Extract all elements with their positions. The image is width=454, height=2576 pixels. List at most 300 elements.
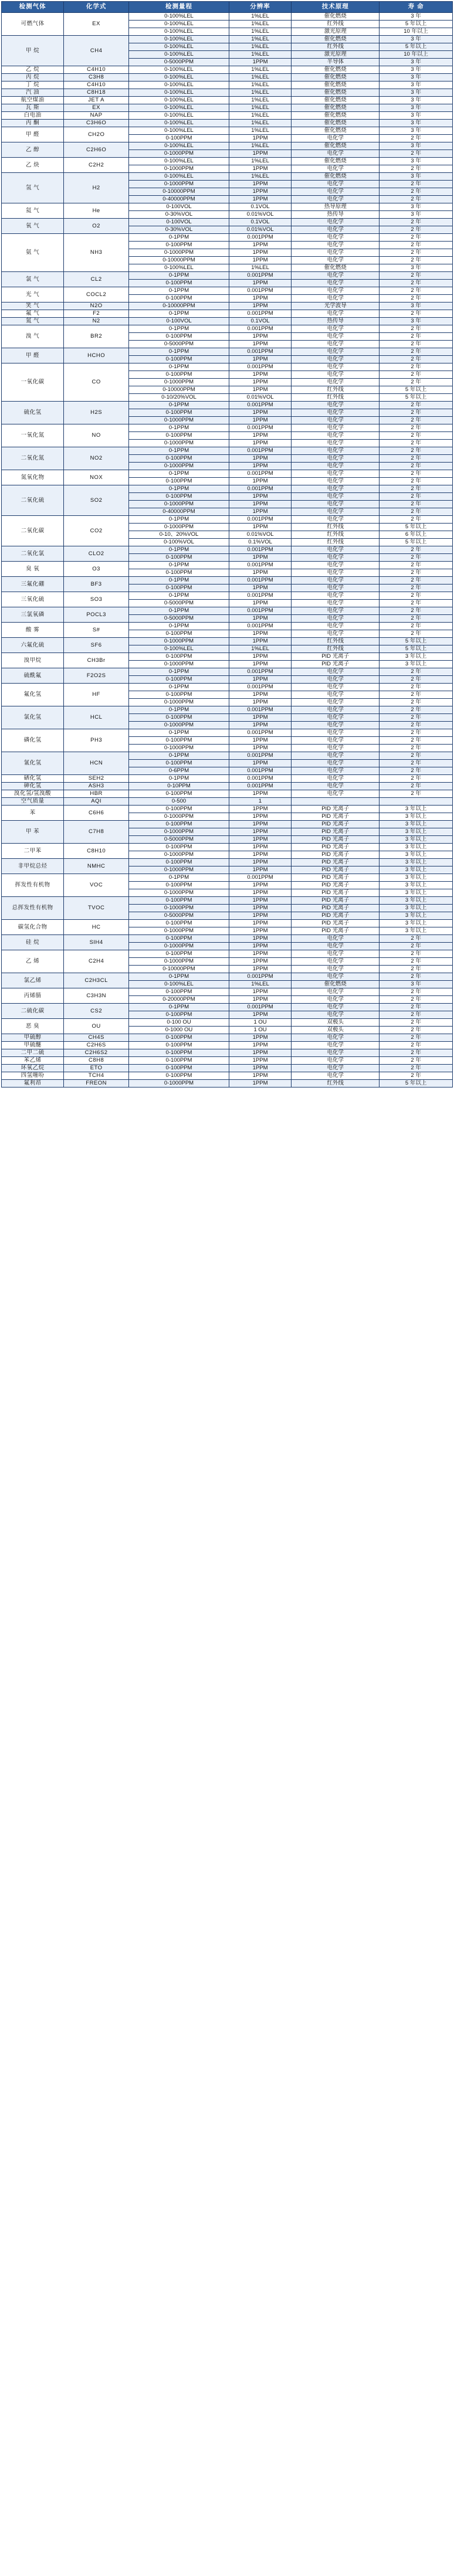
cell-gas-formula: C2H4 <box>64 950 129 973</box>
cell-technology: 催化燃烧 <box>292 74 380 81</box>
cell-technology: 光学波导 <box>292 303 380 310</box>
cell-gas-formula: CH2O <box>64 127 129 142</box>
cell-gas-name: 总挥发性有机物 <box>2 897 64 920</box>
cell-gas-name: 二甲二硫 <box>2 1049 64 1057</box>
cell-range: 0-1PPM <box>129 287 229 295</box>
cell-range: 0-5000PPM <box>129 600 229 607</box>
cell-gas-formula: CH4 <box>64 36 129 66</box>
table-row <box>2 158 453 165</box>
cell-life: 2 年 <box>380 272 453 280</box>
cell-resolution: 1PPM <box>229 386 291 394</box>
cell-technology: 电化学 <box>292 607 380 615</box>
cell-range: 0-100PPM <box>129 554 229 562</box>
cell-life: 6 年以上 <box>380 531 453 539</box>
cell-resolution: 1PPM <box>229 745 291 752</box>
cell-technology: 电化学 <box>292 1049 380 1057</box>
cell-technology: 热传导 <box>292 211 380 219</box>
cell-gas-name: 汽 油 <box>2 89 64 97</box>
cell-life: 3 年以上 <box>380 905 453 912</box>
cell-resolution: 0.01%VOL <box>229 531 291 539</box>
cell-range: 0-1PPM <box>129 363 229 371</box>
cell-life: 5 年以上 <box>380 21 453 28</box>
cell-life: 3 年 <box>380 318 453 325</box>
cell-technology: 催化燃烧 <box>292 104 380 112</box>
cell-resolution: 1PPM <box>229 196 291 203</box>
cell-range: 0-100%VOL <box>129 539 229 546</box>
cell-technology: 电化学 <box>292 280 380 287</box>
cell-range: 0-1PPM <box>129 775 229 783</box>
cell-range: 0-100%LEL <box>129 74 229 81</box>
cell-resolution: 1PPM <box>229 699 291 706</box>
cell-range: 0-100PPM <box>129 821 229 828</box>
cell-technology: 红外线 <box>292 394 380 402</box>
cell-technology: 电化学 <box>292 371 380 379</box>
cell-life: 2 年 <box>380 257 453 264</box>
cell-range: 0-100PPM <box>129 653 229 661</box>
cell-technology: 热传导 <box>292 318 380 325</box>
cell-range: 0-100PPM <box>129 584 229 592</box>
cell-gas-formula: F2O2S <box>64 668 129 684</box>
cell-range: 0-1000PPM <box>129 249 229 257</box>
cell-technology: 电化学 <box>292 592 380 600</box>
cell-technology: 电化学 <box>292 424 380 432</box>
cell-life: 2 年 <box>380 996 453 1004</box>
cell-range: 0-100%LEL <box>129 112 229 120</box>
cell-resolution: 1PPM <box>229 440 291 447</box>
cell-resolution: 1PPM <box>229 508 291 516</box>
cell-life: 2 年 <box>380 1057 453 1065</box>
cell-range: 0-100%LEL <box>129 66 229 74</box>
cell-life: 2 年 <box>380 485 453 493</box>
cell-range: 0-100%LEL <box>129 142 229 150</box>
cell-range: 0-100PPM <box>129 295 229 303</box>
cell-life: 2 年 <box>380 150 453 158</box>
cell-life: 2 年 <box>380 295 453 303</box>
cell-resolution: 1%LEL <box>229 112 291 120</box>
cell-gas-formula: HCN <box>64 752 129 775</box>
cell-technology: 电化学 <box>292 470 380 478</box>
cell-resolution: 1%LEL <box>229 13 291 21</box>
cell-resolution: 1 OU <box>229 1027 291 1034</box>
cell-range: 0-5000PPM <box>129 341 229 348</box>
cell-gas-formula: SEH2 <box>64 775 129 783</box>
cell-life: 3 年以上 <box>380 836 453 844</box>
cell-life: 2 年 <box>380 325 453 333</box>
cell-range: 0-100PPM <box>129 135 229 142</box>
cell-life: 2 年 <box>380 973 453 981</box>
cell-technology: 电化学 <box>292 1011 380 1019</box>
cell-resolution: 1PPM <box>229 463 291 470</box>
cell-technology: 电化学 <box>292 630 380 638</box>
cell-gas-formula: C2H6O <box>64 142 129 158</box>
cell-life: 2 年 <box>380 249 453 257</box>
cell-gas-formula: C8H18 <box>64 89 129 97</box>
cell-gas-formula: BF3 <box>64 577 129 592</box>
cell-technology: 电化学 <box>292 508 380 516</box>
cell-range: 0-100PPM <box>129 790 229 798</box>
cell-resolution: 1PPM <box>229 280 291 287</box>
cell-resolution: 1%LEL <box>229 97 291 104</box>
cell-resolution: 1%LEL <box>229 127 291 135</box>
cell-gas-formula: VOC <box>64 874 129 897</box>
cell-life: 2 年 <box>380 1072 453 1080</box>
cell-technology: 红外线 <box>292 645 380 653</box>
cell-life: 2 年 <box>380 310 453 318</box>
table-row <box>2 920 453 927</box>
cell-gas-formula: EX <box>64 104 129 112</box>
cell-technology: 电化学 <box>292 988 380 996</box>
table-row <box>2 120 453 127</box>
cell-gas-name: 二氧化氮 <box>2 447 64 470</box>
cell-resolution: 1PPM <box>229 882 291 889</box>
table-row <box>2 623 453 630</box>
cell-gas-name: 甲 苯 <box>2 821 64 844</box>
cell-resolution: 0.001PPM <box>229 516 291 524</box>
cell-technology: PID 光离子 <box>292 653 380 661</box>
cell-gas-name: 航空煤油 <box>2 97 64 104</box>
cell-gas-formula: He <box>64 203 129 219</box>
cell-gas-formula: CS2 <box>64 1004 129 1019</box>
cell-gas-name: 白电油 <box>2 112 64 120</box>
cell-life: 2 年 <box>380 478 453 485</box>
cell-life: 2 年 <box>380 135 453 142</box>
cell-technology: 红外线 <box>292 21 380 28</box>
column-header-range: 检测量程 <box>129 2 229 13</box>
cell-life: 2 年 <box>380 493 453 501</box>
cell-life: 2 年 <box>380 417 453 424</box>
cell-technology: PID 光离子 <box>292 836 380 844</box>
cell-resolution: 1PPM <box>229 920 291 927</box>
cell-range: 0-100PPM <box>129 882 229 889</box>
cell-life: 3 年 <box>380 59 453 66</box>
cell-life: 2 年 <box>380 745 453 752</box>
table-row <box>2 325 453 333</box>
cell-gas-name: 三氧化硫 <box>2 592 64 607</box>
table-row <box>2 897 453 905</box>
column-header-resolution: 分辨率 <box>229 2 291 13</box>
cell-resolution: 1PPM <box>229 59 291 66</box>
cell-technology: 电化学 <box>292 584 380 592</box>
cell-resolution: 0.001PPM <box>229 470 291 478</box>
cell-gas-formula: C2H2 <box>64 158 129 173</box>
cell-life: 10 年以上 <box>380 28 453 36</box>
cell-life: 2 年 <box>380 760 453 767</box>
cell-range: 0-10PPM <box>129 783 229 790</box>
cell-range: 0-100%LEL <box>129 21 229 28</box>
cell-resolution: 1PPM <box>229 821 291 828</box>
cell-technology: 电化学 <box>292 722 380 729</box>
cell-life: 3 年 <box>380 74 453 81</box>
cell-life: 2 年 <box>380 409 453 417</box>
cell-technology: 电化学 <box>292 623 380 630</box>
cell-gas-formula: CL2 <box>64 272 129 287</box>
cell-technology: 电化学 <box>292 714 380 722</box>
cell-life: 2 年 <box>380 783 453 790</box>
cell-life: 2 年 <box>380 371 453 379</box>
cell-range: 0-100PPM <box>129 676 229 684</box>
cell-gas-name: 二氧化氯 <box>2 546 64 562</box>
cell-gas-formula: C6H6 <box>64 806 129 821</box>
cell-life: 3 年 <box>380 104 453 112</box>
cell-resolution: 0.001PPM <box>229 402 291 409</box>
cell-range: 0-100%LEL <box>129 120 229 127</box>
table-row <box>2 1019 453 1027</box>
cell-technology: 电化学 <box>292 699 380 706</box>
cell-gas-formula: N2 <box>64 318 129 325</box>
cell-life: 2 年 <box>380 790 453 798</box>
cell-gas-name: 苯乙烯 <box>2 1057 64 1065</box>
cell-resolution: 1PPM <box>229 1080 291 1088</box>
table-row <box>2 272 453 280</box>
cell-life: 2 年 <box>380 234 453 242</box>
cell-range: 0-100PPM <box>129 478 229 485</box>
cell-resolution: 0.001PPM <box>229 592 291 600</box>
cell-life: 3 年 <box>380 97 453 104</box>
cell-range: 0-100%LEL <box>129 97 229 104</box>
cell-range: 0-1000PPM <box>129 181 229 188</box>
cell-technology: 电化学 <box>292 226 380 234</box>
cell-technology: 电化学 <box>292 310 380 318</box>
cell-technology: 催化燃烧 <box>292 13 380 21</box>
cell-gas-formula: BR2 <box>64 325 129 348</box>
cell-technology: 电化学 <box>292 966 380 973</box>
cell-range: 0-100PPM <box>129 988 229 996</box>
cell-life: 3 年以上 <box>380 661 453 668</box>
cell-resolution: 0.001PPM <box>229 447 291 455</box>
cell-technology: 电化学 <box>292 501 380 508</box>
cell-range: 0-1000PPM <box>129 889 229 897</box>
cell-life: 2 年 <box>380 1065 453 1072</box>
cell-resolution: 1PPM <box>229 676 291 684</box>
cell-technology: 电化学 <box>292 706 380 714</box>
cell-life: 2 年 <box>380 607 453 615</box>
cell-resolution: 1%LEL <box>229 158 291 165</box>
cell-technology: 催化燃烧 <box>292 981 380 988</box>
cell-technology: 电化学 <box>292 249 380 257</box>
cell-technology: 催化燃烧 <box>292 112 380 120</box>
cell-range: 0-100%LEL <box>129 127 229 135</box>
cell-resolution: 0.001PPM <box>229 546 291 554</box>
cell-resolution: 1PPM <box>229 958 291 966</box>
cell-life: 3 年 <box>380 203 453 211</box>
cell-gas-name: 磷化氢 <box>2 729 64 752</box>
cell-resolution: 1PPM <box>229 165 291 173</box>
cell-range: 0-1PPM <box>129 874 229 882</box>
cell-gas-name: 六氟化硫 <box>2 638 64 653</box>
cell-life: 2 年 <box>380 684 453 691</box>
cell-resolution: 0.001PPM <box>229 607 291 615</box>
cell-life: 2 年 <box>380 333 453 341</box>
cell-gas-name: 臭 氧 <box>2 562 64 577</box>
cell-resolution: 1PPM <box>229 501 291 508</box>
cell-gas-name: 氯乙烯 <box>2 973 64 988</box>
cell-gas-formula: HC <box>64 920 129 935</box>
cell-range: 0-1PPM <box>129 348 229 356</box>
cell-life: 2 年 <box>380 181 453 188</box>
cell-range: 0-1000PPM <box>129 813 229 821</box>
cell-life: 2 年 <box>380 752 453 760</box>
cell-resolution: 0.001PPM <box>229 668 291 676</box>
cell-gas-formula: NO2 <box>64 447 129 470</box>
cell-range: 0-1PPM <box>129 470 229 478</box>
cell-gas-name: 甲硫醚 <box>2 1042 64 1049</box>
cell-gas-name: 二硫化碳 <box>2 1004 64 1019</box>
cell-range: 0-100%LEL <box>129 13 229 21</box>
cell-life: 2 年 <box>380 341 453 348</box>
cell-gas-formula: FREON <box>64 1080 129 1088</box>
cell-technology: 催化燃烧 <box>292 89 380 97</box>
cell-life: 3 年以上 <box>380 866 453 874</box>
cell-gas-name: 二氧化碳 <box>2 516 64 546</box>
cell-range: 0-100PPM <box>129 242 229 249</box>
table-row <box>2 1042 453 1049</box>
cell-gas-name: 硅 烷 <box>2 935 64 950</box>
cell-range: 0-100PPM <box>129 1049 229 1057</box>
cell-life: 2 年 <box>380 188 453 196</box>
cell-life: 2 年 <box>380 623 453 630</box>
cell-technology: 电化学 <box>292 341 380 348</box>
cell-gas-name: 三氯氧磷 <box>2 607 64 623</box>
cell-technology: 电化学 <box>292 402 380 409</box>
cell-technology: 电化学 <box>292 737 380 745</box>
cell-range: 0-1PPM <box>129 272 229 280</box>
cell-technology: PID 光离子 <box>292 927 380 935</box>
cell-technology: 电化学 <box>292 1004 380 1011</box>
cell-technology: 电化学 <box>292 432 380 440</box>
cell-range: 0-100PPM <box>129 691 229 699</box>
cell-gas-formula: S# <box>64 623 129 638</box>
cell-technology: 电化学 <box>292 463 380 470</box>
cell-life: 3 年以上 <box>380 851 453 859</box>
cell-technology: 电化学 <box>292 333 380 341</box>
cell-range: 0-1PPM <box>129 562 229 569</box>
cell-range: 0-100PPM <box>129 280 229 287</box>
cell-life: 5 年以上 <box>380 43 453 51</box>
cell-technology: 电化学 <box>292 272 380 280</box>
cell-range: 0-1000PPM <box>129 501 229 508</box>
table-row <box>2 1004 453 1011</box>
cell-gas-formula: C7H8 <box>64 821 129 844</box>
cell-range: 0-100%LEL <box>129 89 229 97</box>
cell-life: 3 年以上 <box>380 889 453 897</box>
cell-range: 0-500 <box>129 798 229 806</box>
cell-resolution: 1PPM <box>229 356 291 363</box>
cell-range: 0-100%LEL <box>129 104 229 112</box>
cell-life: 3 年 <box>380 981 453 988</box>
table-row <box>2 684 453 691</box>
cell-resolution: 0.001PPM <box>229 363 291 371</box>
cell-technology: 电化学 <box>292 554 380 562</box>
cell-technology: 电化学 <box>292 973 380 981</box>
cell-technology: 电化学 <box>292 752 380 760</box>
cell-technology: PID 光离子 <box>292 821 380 828</box>
cell-life: 2 年 <box>380 196 453 203</box>
cell-technology: 催化燃烧 <box>292 264 380 272</box>
table-row <box>2 112 453 120</box>
cell-gas-name: 酸 雾 <box>2 623 64 638</box>
cell-technology: 电化学 <box>292 196 380 203</box>
cell-technology: 电化学 <box>292 1072 380 1080</box>
cell-technology: 电化学 <box>292 135 380 142</box>
cell-technology: 电化学 <box>292 409 380 417</box>
cell-technology: 红外线 <box>292 524 380 531</box>
table-row <box>2 89 453 97</box>
cell-resolution: 1%LEL <box>229 21 291 28</box>
cell-resolution: 1%LEL <box>229 264 291 272</box>
cell-life: 2 年 <box>380 600 453 607</box>
table-row <box>2 1034 453 1042</box>
cell-range: 0-100PPM <box>129 432 229 440</box>
cell-life: 3 年 <box>380 303 453 310</box>
cell-gas-formula: C8H8 <box>64 1057 129 1065</box>
cell-gas-formula: N2O <box>64 303 129 310</box>
cell-gas-name: 硫化氢 <box>2 402 64 424</box>
cell-range: 0-1000PPM <box>129 463 229 470</box>
cell-resolution: 0.001PPM <box>229 562 291 569</box>
cell-resolution: 1PPM <box>229 181 291 188</box>
cell-life: 2 年 <box>380 440 453 447</box>
cell-resolution: 1PPM <box>229 432 291 440</box>
cell-gas-name: 溴化氢/氢溴酸 <box>2 790 64 798</box>
cell-resolution: 1PPM <box>229 1065 291 1072</box>
cell-gas-name: 氰化氢 <box>2 752 64 775</box>
cell-gas-name: 环氧乙烷 <box>2 1065 64 1072</box>
cell-resolution: 1PPM <box>229 866 291 874</box>
cell-life: 3 年以上 <box>380 897 453 905</box>
cell-life: 2 年 <box>380 546 453 554</box>
cell-life: 2 年 <box>380 943 453 950</box>
table-row <box>2 447 453 455</box>
cell-technology: 电化学 <box>292 363 380 371</box>
cell-resolution: 1PPM <box>229 790 291 798</box>
cell-gas-formula: POCL3 <box>64 607 129 623</box>
table-row <box>2 516 453 524</box>
cell-gas-formula: CO <box>64 363 129 402</box>
cell-gas-name: 二氧化硫 <box>2 485 64 516</box>
cell-resolution: 0.001PPM <box>229 310 291 318</box>
cell-technology: PID 光离子 <box>292 859 380 866</box>
cell-range: 0-1PPM <box>129 706 229 714</box>
cell-range: 0-5000PPM <box>129 836 229 844</box>
cell-resolution: 1PPM <box>229 996 291 1004</box>
cell-gas-name: 碳氢化合物 <box>2 920 64 935</box>
cell-resolution: 1PPM <box>229 828 291 836</box>
cell-range: 0-40000PPM <box>129 508 229 516</box>
table-row <box>2 1057 453 1065</box>
cell-resolution: 1PPM <box>229 417 291 424</box>
cell-life: 2 年 <box>380 706 453 714</box>
cell-range: 0-1000PPM <box>129 417 229 424</box>
cell-range: 0-100PPM <box>129 1072 229 1080</box>
cell-range: 0-100PPM <box>129 371 229 379</box>
cell-life: 2 年 <box>380 1027 453 1034</box>
cell-resolution: 0.01%VOL <box>229 211 291 219</box>
cell-technology: 催化燃烧 <box>292 81 380 89</box>
table-row <box>2 66 453 74</box>
cell-life: 2 年 <box>380 584 453 592</box>
table-row <box>2 775 453 783</box>
cell-gas-name: 一氧化氮 <box>2 424 64 447</box>
cell-range: 0-100PPM <box>129 844 229 851</box>
cell-life: 2 年 <box>380 470 453 478</box>
cell-range: 0-1PPM <box>129 577 229 584</box>
cell-range: 0-1000PPM <box>129 638 229 645</box>
cell-resolution: 1PPM <box>229 409 291 417</box>
cell-life: 5 年以上 <box>380 645 453 653</box>
cell-range: 0-1PPM <box>129 752 229 760</box>
cell-life: 2 年 <box>380 676 453 684</box>
cell-gas-formula: CH4S <box>64 1034 129 1042</box>
